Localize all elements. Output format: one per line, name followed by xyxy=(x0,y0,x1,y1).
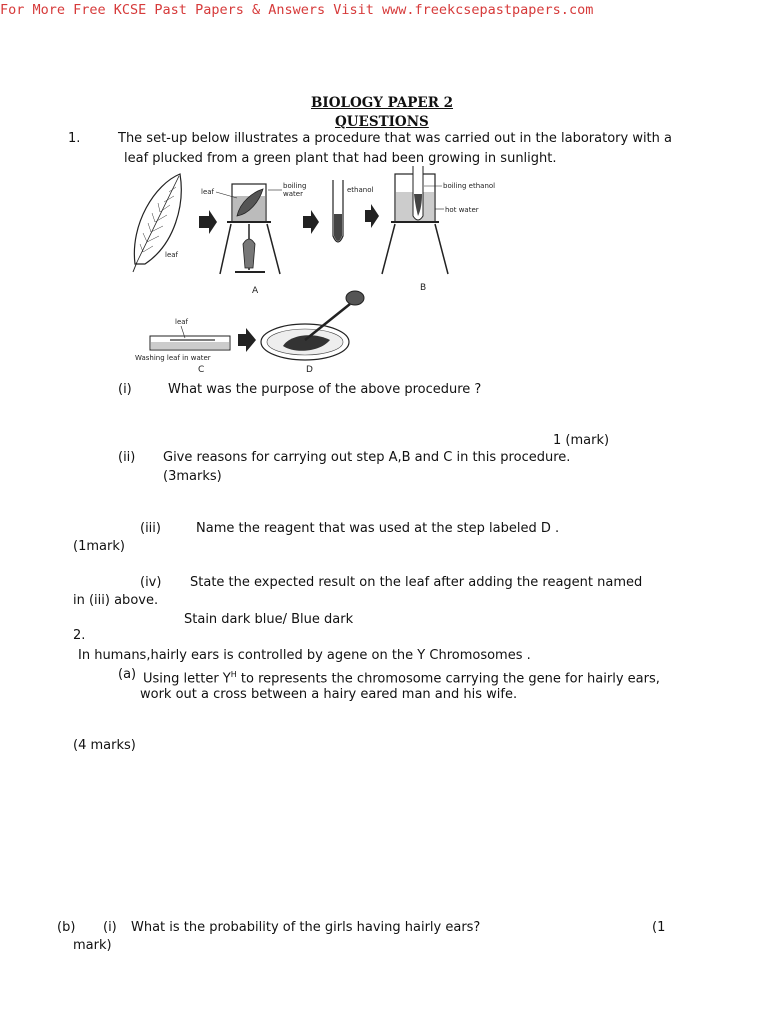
q1-part-iv-number: (iv) xyxy=(140,575,162,590)
step-b-label: B xyxy=(420,283,427,293)
q2-part-b-marks-2: mark) xyxy=(73,938,112,953)
question-1-number: 1. xyxy=(68,131,81,146)
q2-part-a-superscript: H xyxy=(230,670,237,679)
label-leaf-a: leaf xyxy=(201,188,215,196)
q1-part-ii-text: Give reasons for carrying out step A,B and C in this procedure. xyxy=(163,450,571,465)
q2-part-a-line-2: work out a cross between a hairy eared man and his wife. xyxy=(140,687,518,702)
leaf-label: leaf xyxy=(165,251,179,259)
site-banner: For More Free KCSE Past Papers & Answers Visit www.freekcsepastpapers.com xyxy=(0,2,594,18)
step-a-label: A xyxy=(252,286,259,296)
setup-c-dish xyxy=(150,336,230,350)
question-1-intro-line1: The set-up below illustrates a procedure that was carried out in the laboratory with a xyxy=(118,131,672,146)
q1-part-i-text: What was the purpose of the above procedure ? xyxy=(168,382,482,397)
label-water: water xyxy=(283,190,303,198)
q2-part-a-number: (a) xyxy=(118,667,137,682)
q2-part-a-text xyxy=(143,667,660,687)
label-leaf-c: leaf xyxy=(175,318,189,326)
question-2-intro: In humans,hairly ears is controlled by agene on the Y Chromosomes . xyxy=(78,648,531,663)
test-tube xyxy=(333,180,343,242)
label-hot-water: hot water xyxy=(445,206,479,214)
q2-part-b-marks-1: (1 xyxy=(652,920,666,935)
q2-part-a-text-2: to represents the chromosome carrying the gene for hairly ears, xyxy=(236,671,660,687)
q1-part-i-marks: 1 (mark) xyxy=(553,433,610,448)
label-boiling: boiling xyxy=(283,182,307,190)
q1-part-iv-text: State the expected result on the leaf after adding the reagent named xyxy=(190,575,643,590)
q2-part-b-number: (b) xyxy=(57,920,76,935)
q1-part-i-number: (i) xyxy=(118,382,132,397)
arrow-icon-1 xyxy=(199,210,217,234)
label-washing: Washing leaf in water xyxy=(135,354,211,362)
q2-part-b-sub-number: (i) xyxy=(103,920,117,935)
q1-part-iii-text: Name the reagent that was used at the step labeled D . xyxy=(196,521,560,536)
q2-part-b-text: What is the probability of the girls having hairly ears? xyxy=(131,920,481,935)
arrow-icon-4 xyxy=(238,328,256,352)
arrow-icon-2 xyxy=(303,210,319,234)
q1-part-iii-marks: (1mark) xyxy=(73,539,125,554)
q1-part-iv-answer: Stain dark blue/ Blue dark xyxy=(184,612,354,627)
q1-part-ii-marks: (3marks) xyxy=(163,469,222,484)
label-boiling-ethanol: boiling ethanol xyxy=(443,182,496,190)
q2-part-a-text-1: Using letter Y xyxy=(143,671,231,687)
question-2-number: 2. xyxy=(73,628,86,643)
page-subtitle: QUESTIONS xyxy=(335,114,429,130)
q2-part-a-marks: (4 marks) xyxy=(73,738,136,753)
label-ethanol: ethanol xyxy=(347,186,374,194)
setup-d-petri-dish xyxy=(261,291,364,360)
step-d-label: D xyxy=(306,365,313,375)
q1-part-ii-number: (ii) xyxy=(118,450,136,465)
question-1-intro-line2: leaf plucked from a green plant that had been growing in sunlight. xyxy=(124,151,557,166)
setup-a-beaker xyxy=(220,184,280,274)
q1-part-iv-text-2: in (iii) above. xyxy=(73,593,159,608)
step-c-label: C xyxy=(198,365,205,375)
experiment-figure xyxy=(125,164,525,384)
arrow-icon-3 xyxy=(365,204,379,228)
q1-part-iii-number: (iii) xyxy=(140,521,161,536)
setup-b-beaker xyxy=(382,166,448,274)
page-title: BIOLOGY PAPER 2 xyxy=(311,95,454,111)
